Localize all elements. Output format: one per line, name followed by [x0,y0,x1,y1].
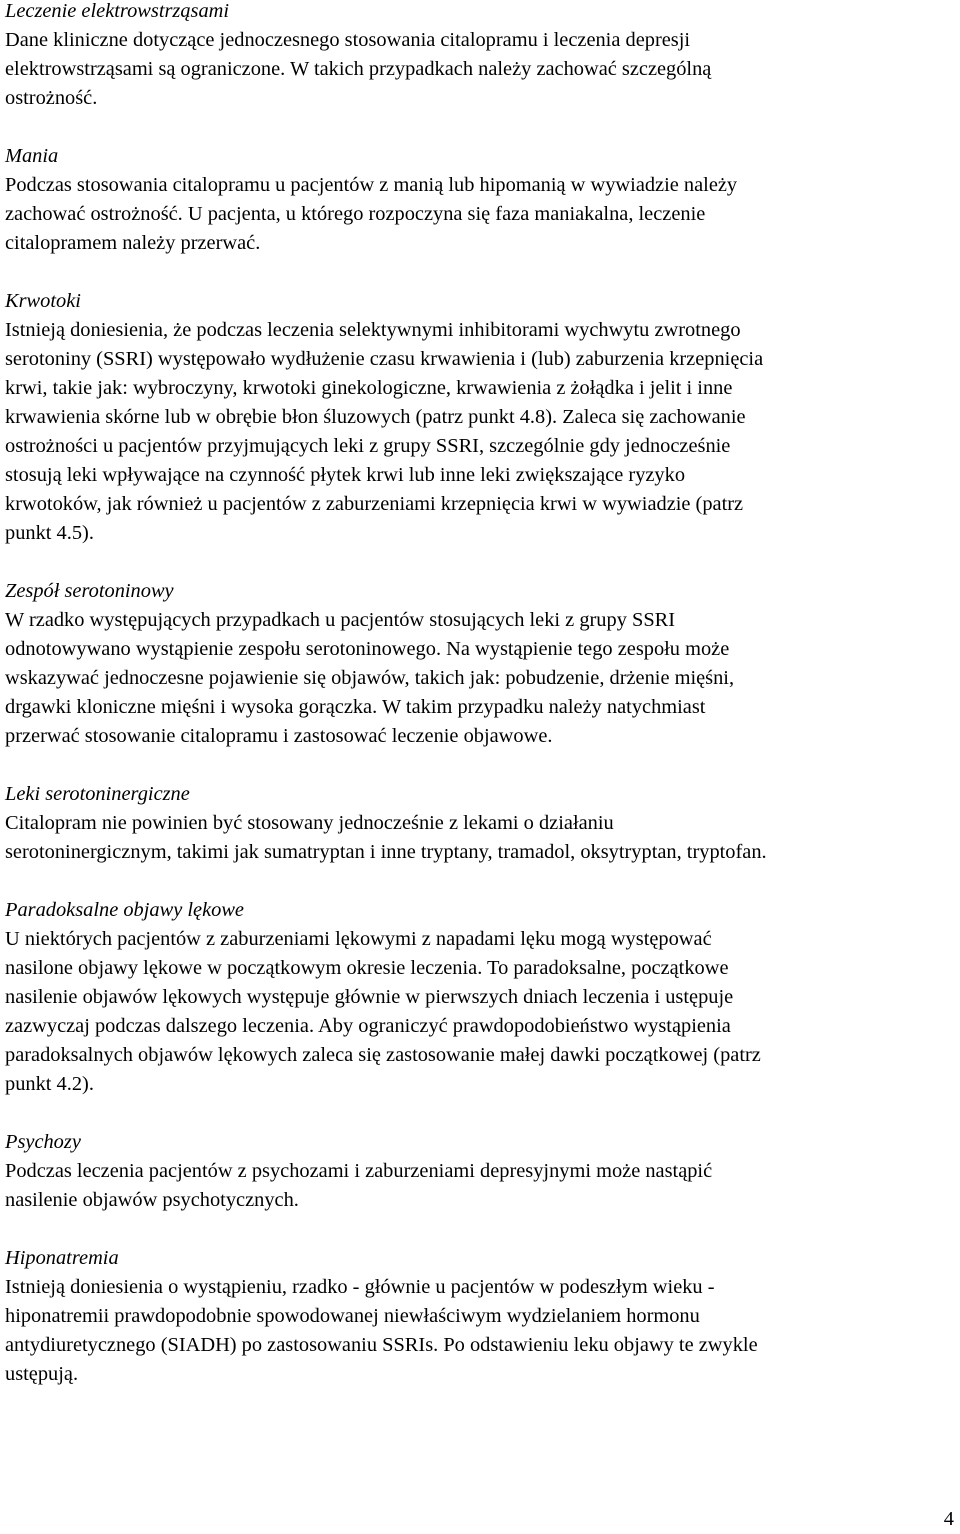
document-page [5,0,950,1418]
section-serotonin-syndrome [5,577,950,751]
section-text: Istnieją doniesienia, że podczas leczenia selektywnymi inhibitorami wychwytu zwrotnego serotoniny (SSRI) występowało wydłużenie czasu krwawienia i (lub) zaburzenia krzepnięcia krwi, takie jak: wybroczyny, krwotoki ginekologiczne, krwawienia z żołądka i jelit i inne krwawienia skórne lub w obrębie błon śluzowych (patrz punkt 4.8). Zaleca się zachowanie ostrożności u pacjentów przyjmujących leki z grupy SSRI, szczególnie gdy jednocześnie stosują leki wpływające na czynność płytek krwi lub inne leki zwiększające ryzyko krwotoków, jak również u pacjentów z zaburzeniami krzepnięcia krwi w wywiadzie (patrz punkt 4.5). [5,319,764,544]
section-text: Istnieją doniesienia o wystąpieniu, rzadko - głównie u pacjentów w podeszłym wieku - hiponatremii prawdopodobnie spowodowanej niewłaściwym wydzielaniem hormonu antydiuretycznego (SIADH) po zastosowaniu SSRIs. Po odstawieniu leku objawy te zwykle ustępują. [5,1276,758,1385]
section-electroconvulsive [5,0,950,113]
section-heading: Psychozy [5,1131,81,1153]
section-heading: Krwotoki [5,290,81,312]
section-text: Podczas leczenia pacjentów z psychozami i zaburzeniami depresyjnymi może nastąpić nasilenie objawów psychotycznych. [5,1160,713,1211]
section-heading: Zespół serotoninowy [5,580,174,602]
section-bleeding [5,287,950,548]
section-text: Podczas stosowania citalopramu u pacjentów z manią lub hipomanią w wywiadzie należy zachować ostrożność. U pacjenta, u którego rozpoczyna się faza maniakalna, leczenie citalopramem należy przerwać. [5,174,738,254]
section-heading: Leczenie elektrowstrząsami [5,0,230,22]
section-text: Dane kliniczne dotyczące jednoczesnego stosowania citalopramu i leczenia depresji elektrowstrząsami są ograniczone. W takich przypadkach należy zachować szczególną ostrożność. [5,29,712,109]
section-heading: Leki serotoninergiczne [5,783,190,805]
page-number: 4 [943,1508,954,1530]
section-heading: Hiponatremia [5,1247,119,1269]
section-paradoxical-anxiety [5,896,950,1099]
section-mania [5,142,950,258]
section-hyponatremia [5,1244,950,1389]
section-heading: Mania [5,145,59,167]
section-psychoses [5,1128,950,1215]
section-serotonergic-drugs [5,780,950,867]
section-text: Citalopram nie powinien być stosowany jednocześnie z lekami o działaniu serotoninergicznym, takimi jak sumatryptan i inne tryptany, tramadol, oksytryptan, tryptofan. [5,812,767,863]
section-text: W rzadko występujących przypadkach u pacjentów stosujących leki z grupy SSRI odnotowywano wystąpienie zespołu serotoninowego. Na wystąpienie tego zespołu może wskazywać jednoczesne pojawienie się objawów, takich jak: pobudzenie, drżenie mięśni, drgawki kloniczne mięśni i wysoka gorączka. W takim przypadku należy natychmiast przerwać stosowanie citalopramu i zastosować leczenie objawowe. [5,609,735,747]
section-heading: Paradoksalne objawy lękowe [5,899,244,921]
section-text: U niektórych pacjentów z zaburzeniami lękowymi z napadami lęku mogą występować nasilone objawy lękowe w początkowym okresie leczenia. To paradoksalne, początkowe nasilenie objawów lękowych występuje głównie w pierwszych dniach leczenia i ustępuje zazwyczaj podczas dalszego leczenia. Aby ograniczyć prawdopodobieństwo wystąpienia paradoksalnych objawów lękowych zaleca się zastosowanie małej dawki początkowej (patrz punkt 4.2). [5,928,761,1095]
